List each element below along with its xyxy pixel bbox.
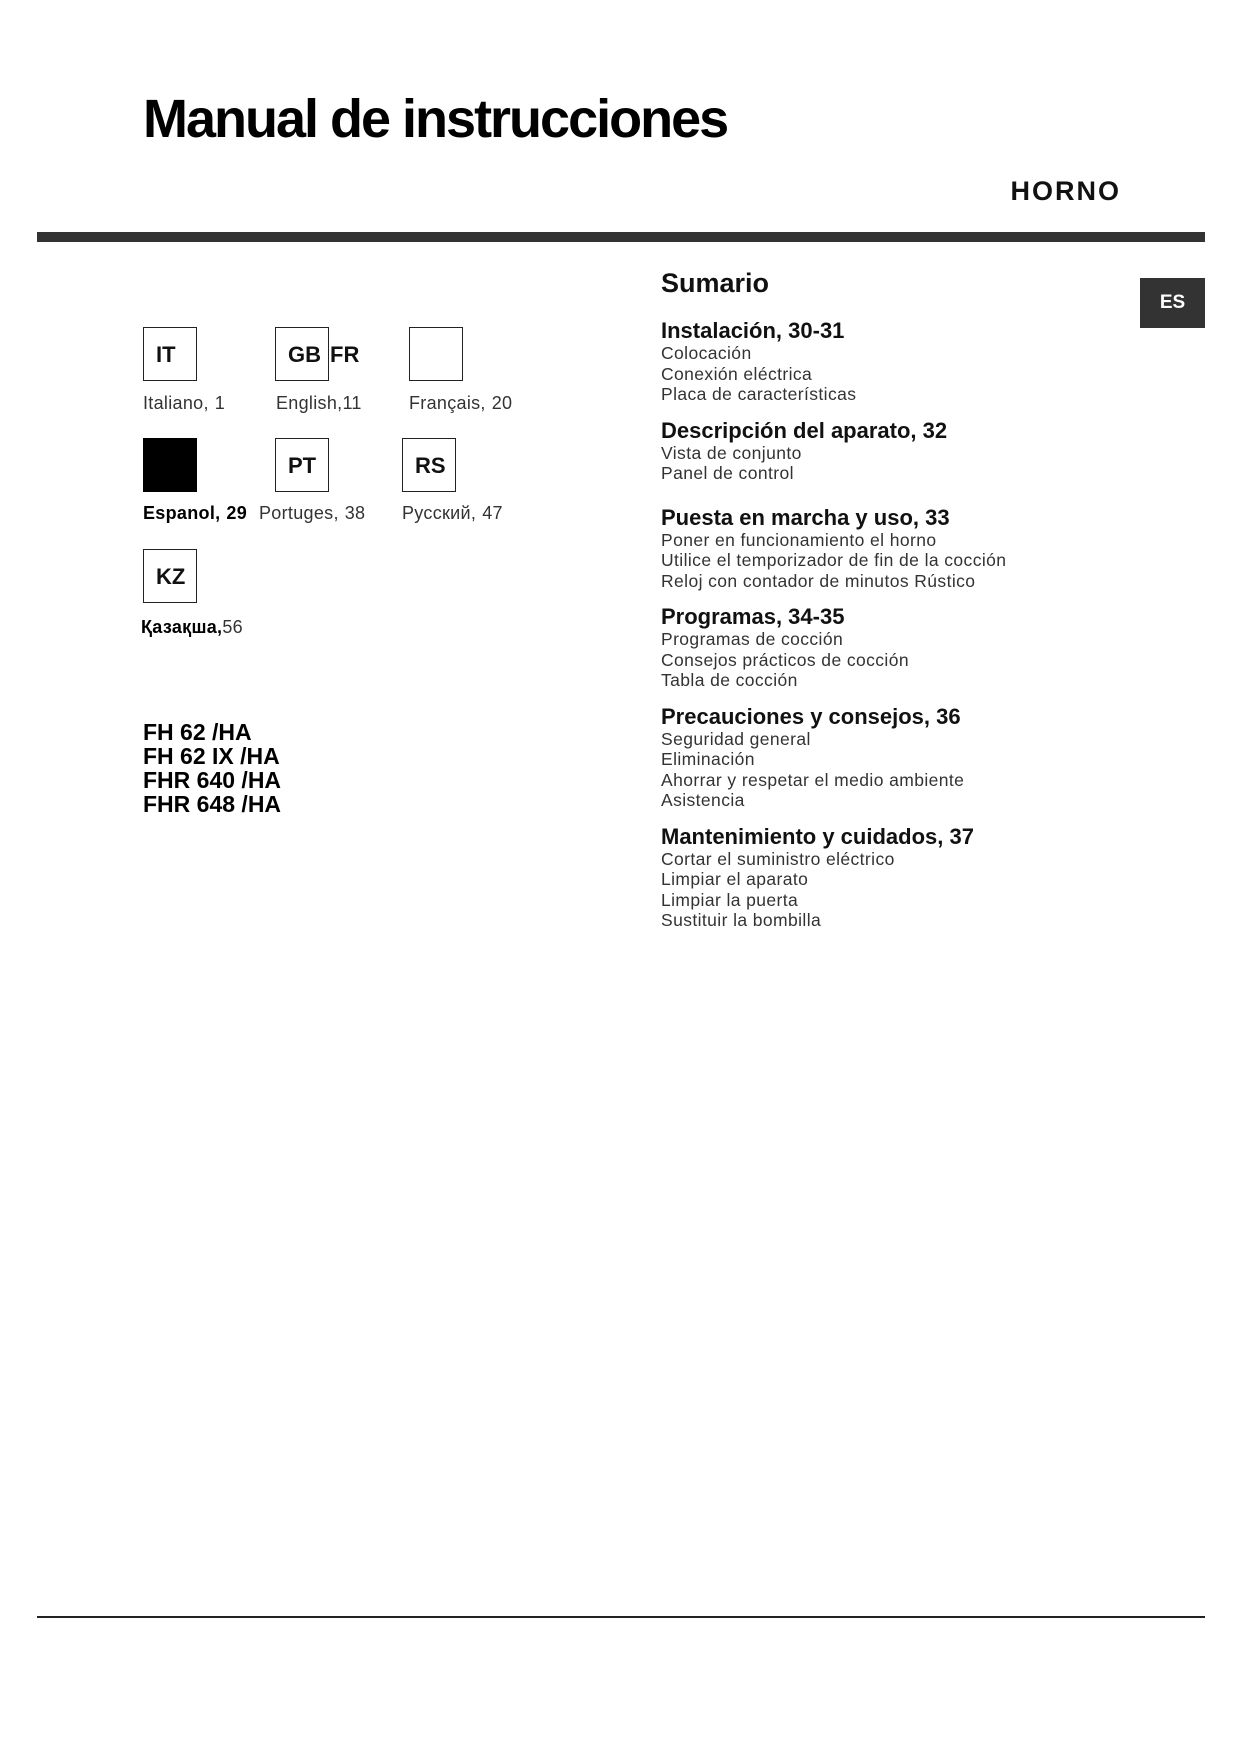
language-tab-es: ES: [1140, 278, 1205, 328]
lang-box-fr[interactable]: FR: [330, 342, 360, 367]
lang-box-pt[interactable]: PT: [275, 438, 329, 492]
toc-heading[interactable]: Puesta en marcha y uso, 33: [661, 504, 950, 530]
toc-item[interactable]: Tabla de cocción: [661, 670, 798, 690]
page-title: Manual de instrucciones: [143, 89, 728, 149]
toc-item[interactable]: Consejos prácticos de cocción: [661, 649, 909, 670]
toc-section-maintenance: [661, 825, 1141, 931]
toc-item[interactable]: Sustituir la bombilla: [661, 910, 822, 930]
lang-label-es[interactable]: Espanol, 29: [143, 503, 248, 523]
toc-heading[interactable]: Precauciones y consejos, 36: [661, 703, 961, 729]
toc-item[interactable]: Utilice el temporizador de fin de la cocción: [661, 550, 1007, 570]
toc-item[interactable]: Reloj con contador de minutos Rústico: [661, 570, 976, 591]
toc-item[interactable]: Asistencia: [661, 790, 745, 810]
toc-item[interactable]: Vista de conjunto: [661, 442, 802, 463]
toc-item[interactable]: Limpiar la puerta: [661, 889, 799, 910]
lang-label-fr[interactable]: Français, 20: [409, 393, 513, 413]
toc-item[interactable]: Programas de cocción: [661, 629, 844, 649]
model-name: FHR 648 /HA: [143, 791, 282, 817]
toc-item[interactable]: Conexión eléctrica: [661, 363, 813, 384]
toc-item[interactable]: Seguridad general: [661, 728, 811, 749]
toc-section-description: [661, 419, 1141, 484]
lang-label-gb[interactable]: English,11: [276, 393, 362, 413]
toc-section-programs: [661, 605, 1141, 691]
lang-box-rs[interactable]: RS: [402, 438, 456, 492]
toc-item[interactable]: Cortar el suministro eléctrico: [661, 848, 895, 869]
toc-item[interactable]: Panel de control: [661, 463, 794, 483]
model-name: FH 62 /HA: [143, 719, 252, 745]
toc-item[interactable]: Eliminación: [661, 749, 755, 769]
toc-section-start-up: [661, 506, 1141, 592]
toc-section-precautions: [661, 705, 1141, 811]
lang-box-kz[interactable]: KZ: [143, 549, 197, 603]
toc-item[interactable]: Ahorrar y respetar el medio ambiente: [661, 769, 965, 790]
product-type: HORNO: [1010, 176, 1121, 206]
lang-box-gb[interactable]: GB: [275, 327, 329, 381]
toc-heading[interactable]: Descripción del aparato, 32: [661, 417, 948, 443]
lang-box-it[interactable]: IT: [143, 327, 197, 381]
lang-box-blank: [409, 327, 463, 381]
lang-label-pt[interactable]: Portuges, 38: [259, 503, 366, 523]
lang-label-it[interactable]: Italiano, 1: [143, 393, 226, 413]
toc-item[interactable]: Poner en funcionamiento el horno: [661, 529, 937, 550]
toc-heading[interactable]: Programas, 34-35: [661, 604, 845, 629]
lang-label-rs[interactable]: Русский, 47: [402, 503, 503, 523]
toc-item[interactable]: Limpiar el aparato: [661, 869, 809, 889]
footer-divider: [37, 1616, 1205, 1618]
lang-label-kz[interactable]: Қазақша,56: [141, 617, 243, 637]
toc-item[interactable]: Colocación: [661, 343, 752, 363]
model-list: [143, 720, 281, 816]
toc-heading[interactable]: Mantenimiento y cuidados, 37: [661, 823, 974, 849]
toc-item[interactable]: Placa de características: [661, 384, 857, 404]
toc-section-installation: [661, 319, 1141, 405]
toc-title: Sumario: [661, 268, 770, 298]
header-divider: [37, 232, 1205, 242]
toc-heading[interactable]: Instalación, 30-31: [661, 318, 845, 343]
model-name: FH 62 IX /HA: [143, 743, 280, 769]
lang-box-es[interactable]: [143, 438, 197, 492]
table-of-contents: [661, 268, 1141, 945]
model-name: FHR 640 /HA: [143, 767, 282, 793]
